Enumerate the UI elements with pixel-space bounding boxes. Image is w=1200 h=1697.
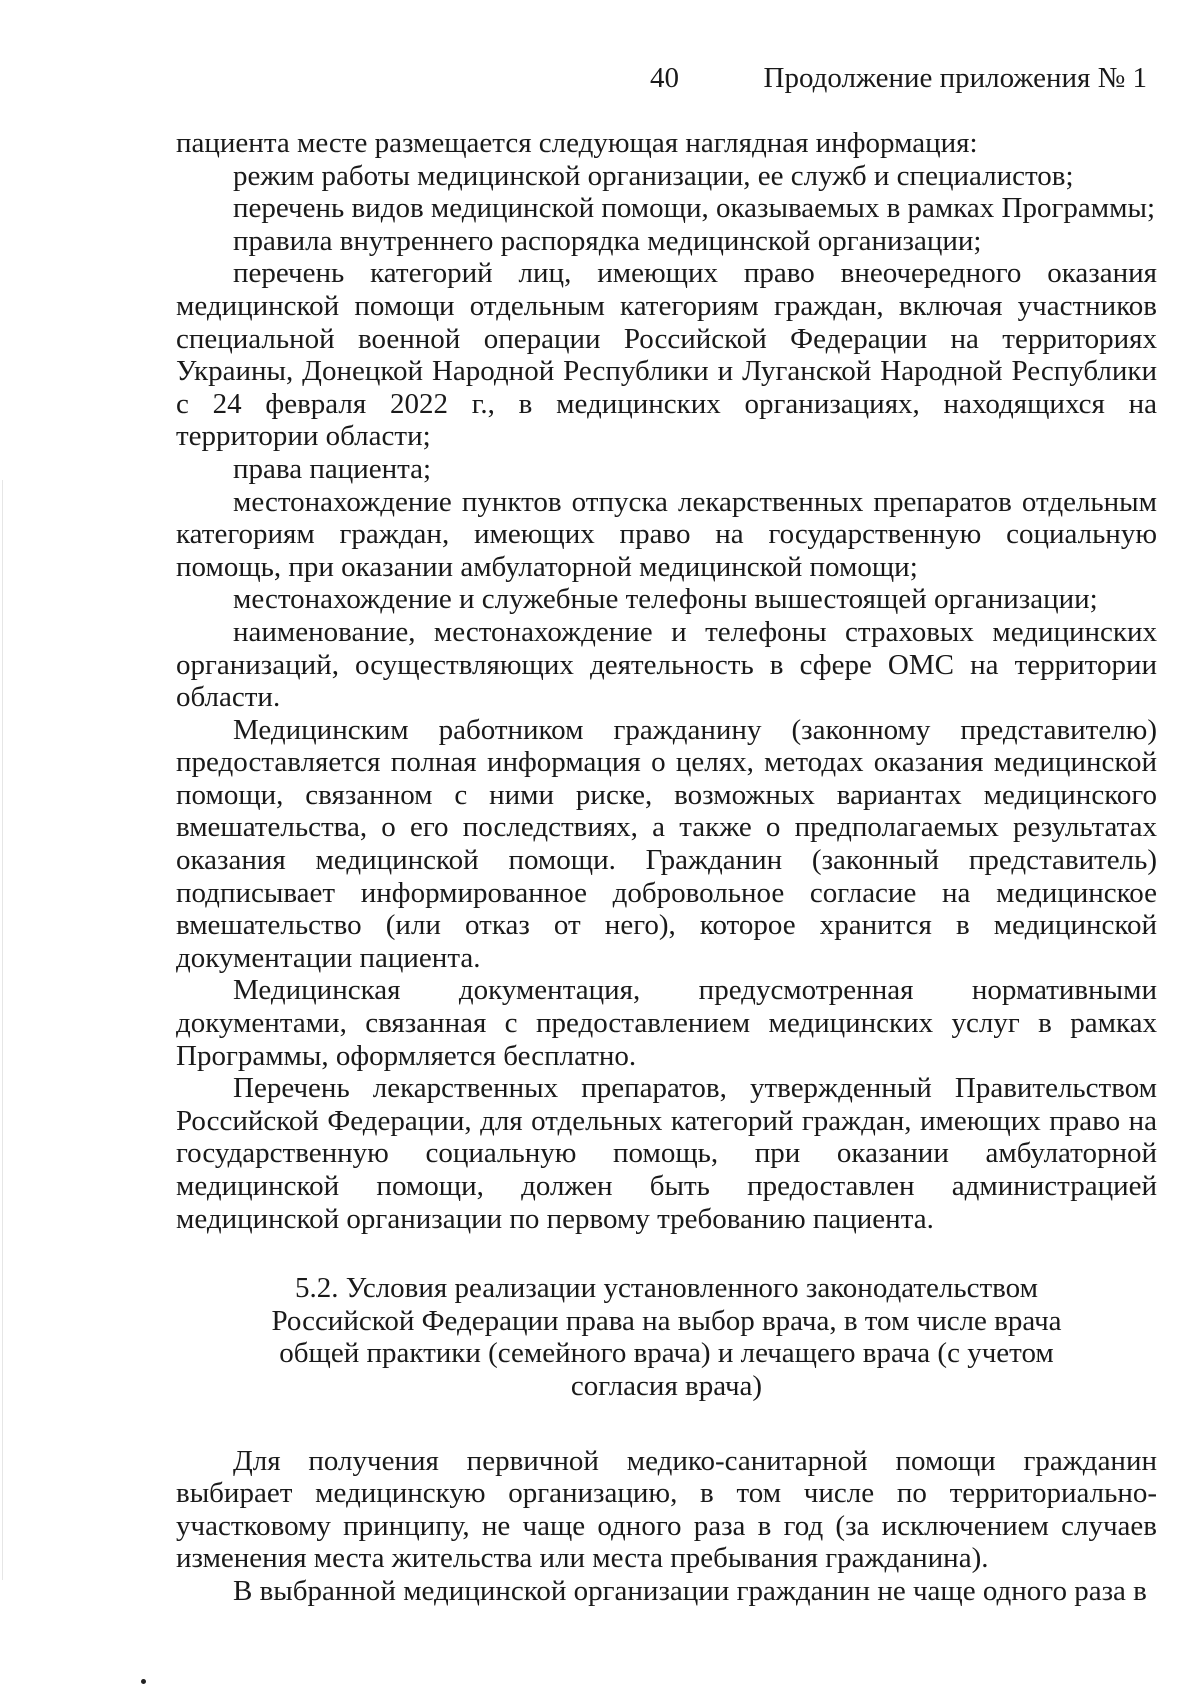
paragraph: режим работы медицинской организации, ее служб и специалистов; xyxy=(233,159,1074,192)
paragraph: пациента месте размещается следующая наглядная информация: xyxy=(176,127,978,159)
scan-edge-line xyxy=(2,480,3,1580)
paragraph: Медицинская документация, предусмотренная нормативными документами, связанная с предоставлением медицинских услуг в рамках Программы, оформляется бесплатно. xyxy=(176,974,1157,1072)
page-number: 40 xyxy=(650,62,679,94)
paragraph: местонахождение и служебные телефоны вышестоящей организации; xyxy=(233,583,1098,616)
paragraph: правила внутреннего распорядка медицинской организации; xyxy=(233,224,982,257)
paragraph: перечень видов медицинской помощи, оказываемых в рамках Программы; xyxy=(233,192,1155,225)
paragraph: права пациента; xyxy=(233,452,432,485)
paragraph: перечень категорий лиц, имеющих право внеочередного оказания медицинской помощи отдельным категориям граждан, включая участников специальной военной операции Российской Федерации на территориях Украины, Донецкой Народной Республики и Луганской Народной Республики с 24 февраля 2022 г., в медицинских организациях, находящихся на территории области; xyxy=(176,257,1157,453)
paragraph: Для получения первичной медико-санитарной помощи гражданин выбирает медицинскую организацию, в том числе по территориально-участковому принципу, не чаще одного раза в год (за исключением случаев изменения места жительства или места пребывания гражданина). xyxy=(176,1444,1157,1575)
paragraph: В выбранной медицинской организации гражданин не чаще одного раза в xyxy=(233,1574,1147,1607)
paragraph: Медицинским работником гражданину (законному представителю) предоставляется полная информация о целях, методах оказания медицинской помощи, связанном с ними риске, возможных вариантах медицинского вмешательства, о его последствиях, а также о предполагаемых результатах оказания медицинской помощи. Гражданин (законный представитель) подписывает информированное добровольное согласие на медицинское вмешательство (или отказ от него), которое хранится в медицинской документации пациента. xyxy=(176,713,1157,974)
page-header xyxy=(0,62,1200,102)
paragraph: местонахождение пунктов отпуска лекарственных препаратов отдельным категориям граждан, имеющих право на государственную социальную помощь, при оказании амбулаторной медицинской помощи; xyxy=(176,485,1157,583)
section-heading: 5.2. Условия реализации установленного законодательством Российской Федерации права на выбор врача, в том числе врача общей практики (семейного врача) и лечащего врача (с учетом согласия врача) xyxy=(271,1272,1062,1402)
scan-dot-mark xyxy=(141,1679,146,1684)
document-body xyxy=(176,127,1157,1608)
paragraph: наименование, местонахождение и телефоны страховых медицинских организаций, осуществляющих деятельность в сфере ОМС на территории области. xyxy=(176,615,1157,714)
paragraph: Перечень лекарственных препаратов, утвержденный Правительством Российской Федерации, для отдельных категорий граждан, имеющих право на государственную социальную помощь, при оказании амбулаторной медицинской помощи, должен быть предоставлен администрацией медицинской организации по первому требованию пациента. xyxy=(176,1072,1157,1235)
appendix-label: Продолжение приложения № 1 xyxy=(763,62,1147,94)
